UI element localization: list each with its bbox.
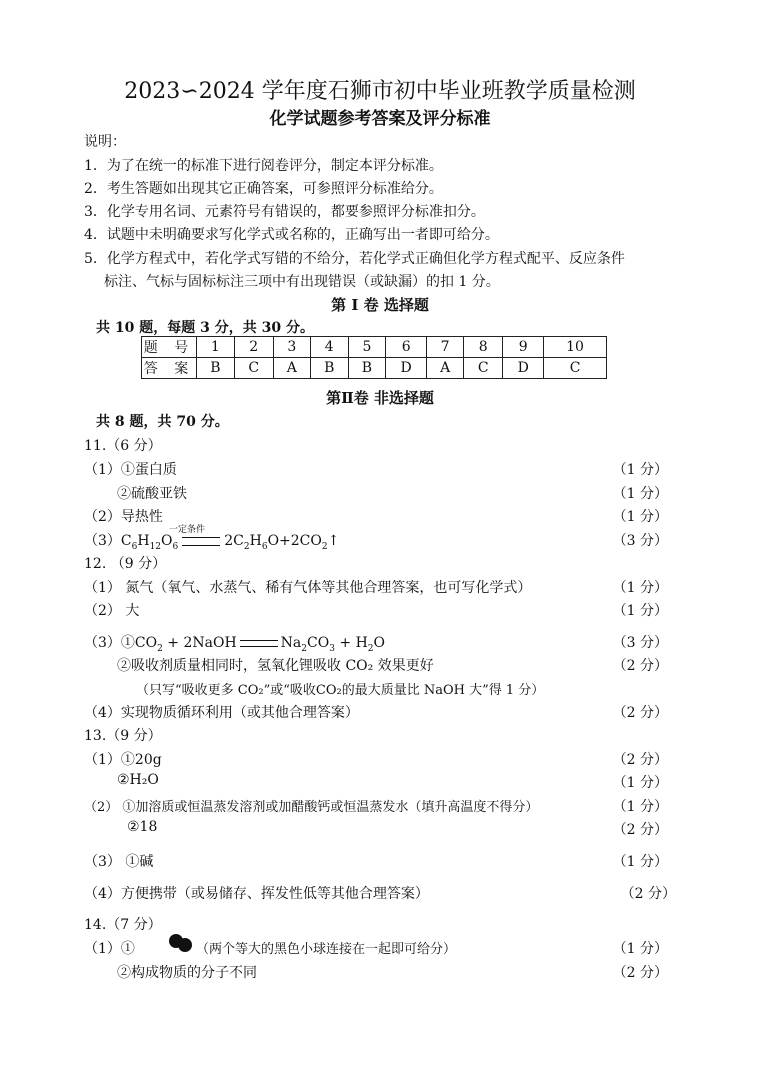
table-header-cell: 题 号 xyxy=(142,337,197,358)
table-cell: D xyxy=(386,358,427,379)
q13-line-6: （4）方便携带（或易储存、挥发性低等其他合理答案） xyxy=(84,886,429,902)
q11-score-4: （3 分） xyxy=(612,533,668,549)
note-item-4: 4．试题中未明确要求写化学式或名称的，正确写出一者即可给分。 xyxy=(84,227,499,243)
q13-line-2: ②H₂O xyxy=(117,772,159,788)
table-cell: 2 xyxy=(234,337,273,358)
q11-score-1: （1 分） xyxy=(612,462,668,478)
table-cell: A xyxy=(273,358,310,379)
equals-sign xyxy=(240,640,278,647)
table-cell: D xyxy=(503,358,544,379)
q13-score-3: （1 分） xyxy=(612,799,668,815)
part1-summary: 共 10 题，每题 3 分，共 30 分。 xyxy=(96,320,314,336)
q11-score-2: （1 分） xyxy=(612,486,668,502)
q13-score-2: （1 分） xyxy=(612,775,668,791)
part2-summary: 共 8 题，共 70 分。 xyxy=(96,414,229,430)
table-row xyxy=(142,337,607,358)
q11-line-1: （1）①蛋白质 xyxy=(84,462,177,478)
q13-score-6: （2 分） xyxy=(620,886,676,902)
table-header-cell: 答 案 xyxy=(142,358,197,379)
table-cell: B xyxy=(348,358,386,379)
reaction-condition: 一定条件 xyxy=(169,525,206,535)
q13-heading: 13.（9 分） xyxy=(84,728,162,744)
table-cell: 7 xyxy=(427,337,464,358)
q12-line-4: ②吸收剂质量相同时，氢氧化锂吸收 CO₂ 效果更好 xyxy=(117,658,434,674)
q13-score-1: （2 分） xyxy=(612,752,668,768)
document-title: 2023∽2024 学年度石狮市初中毕业班教学质量检测 xyxy=(124,79,636,104)
q13-line-4: ②18 xyxy=(127,819,158,835)
q14-line-2: ②构成物质的分子不同 xyxy=(117,965,257,981)
q11-line-3: （2）导热性 xyxy=(84,509,163,525)
q13-line-1: （1）①20g xyxy=(84,752,162,768)
table-cell: 10 xyxy=(544,337,607,358)
q13-line-3: （2） ①加溶质或恒温蒸发溶剂或加醋酸钙或恒温蒸发水（填升高温度不得分） xyxy=(84,800,539,815)
table-cell: 1 xyxy=(197,337,235,358)
q12-score-1: （1 分） xyxy=(612,580,668,596)
equation-prefix: （3）①CO xyxy=(84,635,158,651)
q14-score-1: （1 分） xyxy=(612,941,668,957)
q13-score-4: （2 分） xyxy=(612,822,668,838)
table-cell: B xyxy=(197,358,235,379)
q12-line-5: （只写“吸收更多 CO₂”或“吸收CO₂的最大质量比 NaOH 大”得 1 分） xyxy=(136,683,545,698)
table-cell: B xyxy=(310,358,348,379)
equation-prefix: （3）C xyxy=(84,533,132,549)
table-cell: C xyxy=(464,358,503,379)
table-cell: 8 xyxy=(464,337,503,358)
reaction-arrow xyxy=(182,537,220,546)
table-cell: 6 xyxy=(386,337,427,358)
note-item-2: 2．考生答题如出现其它正确答案，可参照评分标准给分。 xyxy=(84,181,443,197)
q14-line-1-prefix: （1）① xyxy=(84,941,135,957)
note-item-3: 3．化学专用名词、元素符号有错误的，都要参照评分标准扣分。 xyxy=(84,204,485,220)
q11-line-2: ②硫酸亚铁 xyxy=(117,486,187,502)
table-cell: 9 xyxy=(503,337,544,358)
q13-line-5: （3） ①碱 xyxy=(84,854,154,870)
q11-heading: 11.（6 分） xyxy=(84,438,162,454)
table-cell: 4 xyxy=(310,337,348,358)
q12-equation: $(3)①CO_2$ + 2NaOH $Na_2CO_3 + H_2O$ xyxy=(84,635,386,654)
q13-score-5: （1 分） xyxy=(612,854,668,870)
notes-heading: 说明： xyxy=(84,134,126,150)
q12-line-2: （2） 大 xyxy=(84,603,140,619)
q12-score-4: （2 分） xyxy=(612,658,668,674)
table-cell: A xyxy=(427,358,464,379)
q11-equation: $(3)C_6H_{12}O_6$ $2C_2H_6O+2CO_2↑$ xyxy=(84,533,340,552)
q14-score-2: （2 分） xyxy=(612,965,668,981)
table-cell: 3 xyxy=(273,337,310,358)
document-subtitle: 化学试题参考答案及评分标准 xyxy=(269,109,491,129)
table-cell: C xyxy=(544,358,607,379)
q11-score-3: （1 分） xyxy=(612,509,668,525)
note-item-5: 5．化学方程式中，若化学式写错的不给分，若化学式正确但化学方程式配平、反应条件 xyxy=(84,251,625,267)
note-item-5-cont: 标注、气标与固标标注三项中有出现错误（或缺漏）的扣 1 分。 xyxy=(104,274,500,290)
table-cell: 5 xyxy=(348,337,386,358)
q14-line-1-note: （两个等大的黑色小球连接在一起即可给分） xyxy=(196,942,457,957)
q12-score-6: （2 分） xyxy=(612,705,668,721)
part2-heading: 第Ⅱ卷 非选择题 xyxy=(326,389,434,407)
note-item-1: 1．为了在统一的标准下进行阅卷评分，制定本评分标准。 xyxy=(84,158,443,174)
q12-score-3: （3 分） xyxy=(612,635,668,651)
q14-heading: 14.（7 分） xyxy=(84,917,162,933)
table-cell: C xyxy=(234,358,273,379)
q12-heading: 12. （9 分） xyxy=(84,556,167,572)
answer-table xyxy=(141,336,607,379)
q12-line-1: （1） 氮气（氧气、水蒸气、稀有气体等其他合理答案，也可写化学式） xyxy=(84,580,532,596)
table-row xyxy=(142,358,607,379)
molecule-icon xyxy=(168,932,194,954)
q12-line-6: （4）实现物质循环利用（或其他合理答案） xyxy=(84,705,359,721)
part1-heading: 第 I 卷 选择题 xyxy=(331,296,429,314)
q12-score-2: （1 分） xyxy=(612,603,668,619)
